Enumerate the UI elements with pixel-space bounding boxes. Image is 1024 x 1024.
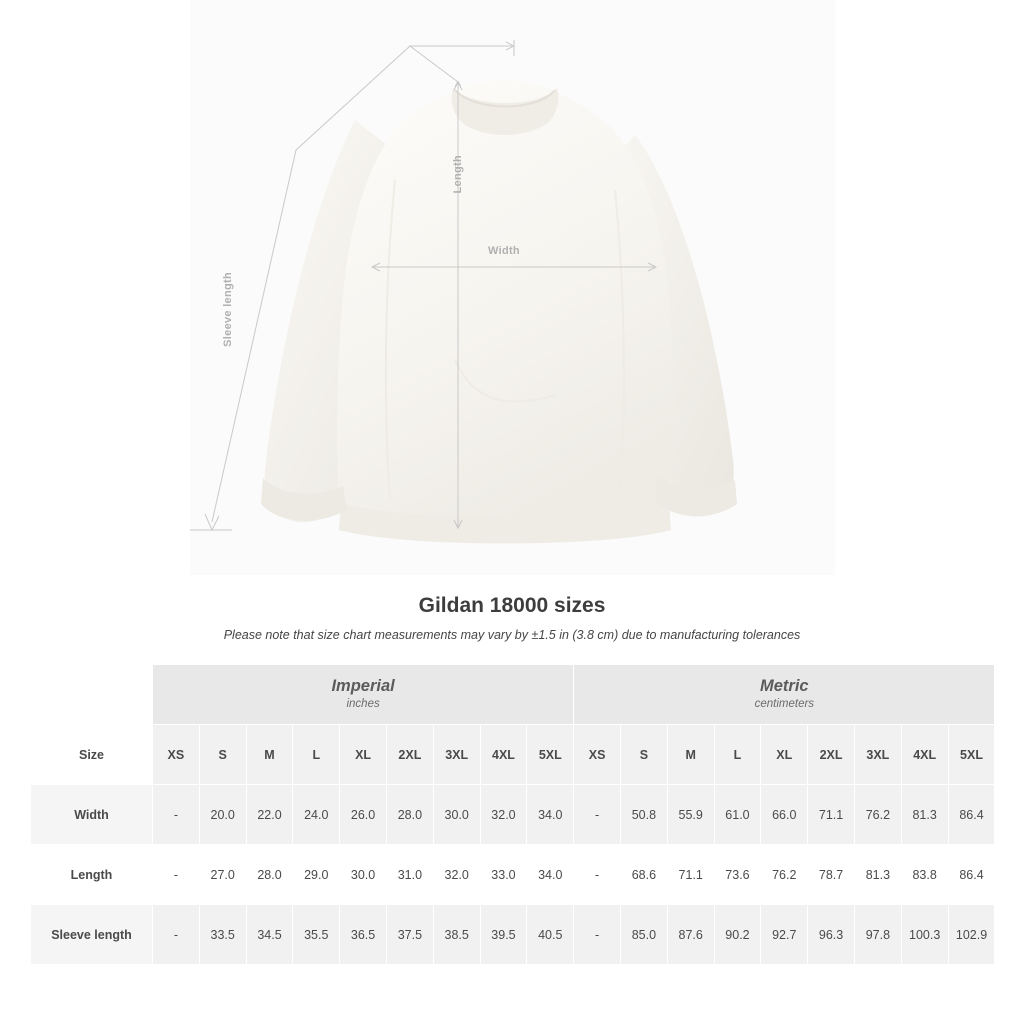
size-column-header: S (620, 725, 667, 785)
measurement-cell: - (574, 905, 621, 965)
size-column-header: 3XL (854, 725, 901, 785)
size-column-header: 3XL (433, 725, 480, 785)
measurement-cell: 22.0 (246, 785, 293, 845)
table-corner-cell (31, 665, 153, 725)
measurement-cell: 96.3 (808, 905, 855, 965)
measurement-cell: 83.8 (901, 845, 948, 905)
measurement-cell: 32.0 (433, 845, 480, 905)
size-column-header: 2XL (808, 725, 855, 785)
measurement-cell: 61.0 (714, 785, 761, 845)
size-column-header: XL (340, 725, 387, 785)
page-title: Gildan 18000 sizes (418, 594, 606, 617)
measurement-cell: 30.0 (433, 785, 480, 845)
measurement-cell: 76.2 (854, 785, 901, 845)
table-row (31, 845, 995, 905)
size-column-header: M (246, 725, 293, 785)
row-header-length: Length (31, 845, 153, 905)
measurement-cell: 81.3 (854, 845, 901, 905)
measurement-cell: 33.5 (199, 905, 246, 965)
measurement-cell: - (153, 845, 200, 905)
measurement-cell: 20.0 (199, 785, 246, 845)
measurement-cell: - (574, 785, 621, 845)
size-column-header: XL (761, 725, 808, 785)
measurement-cell: 71.1 (667, 845, 714, 905)
measurement-cell: 39.5 (480, 905, 527, 965)
unit-group-subtitle: centimeters (754, 698, 815, 711)
size-column-header: L (293, 725, 340, 785)
measurement-cell: 27.0 (199, 845, 246, 905)
size-column-header: 5XL (948, 725, 995, 785)
size-column-header: 5XL (527, 725, 574, 785)
measurement-cell: 26.0 (340, 785, 387, 845)
measurement-cell: - (574, 845, 621, 905)
size-column-header: S (199, 725, 246, 785)
measurement-cell: 38.5 (433, 905, 480, 965)
table-row (31, 905, 995, 965)
measurement-cell: 35.5 (293, 905, 340, 965)
table-row (31, 785, 995, 845)
measurement-cell: 28.0 (246, 845, 293, 905)
measurement-cell: 86.4 (948, 845, 995, 905)
measurement-cell: 100.3 (901, 905, 948, 965)
size-header-cell: Size (31, 725, 153, 785)
measurement-cell: 24.0 (293, 785, 340, 845)
size-column-header: L (714, 725, 761, 785)
measurement-cell: 32.0 (480, 785, 527, 845)
size-chart-table-wrap (30, 664, 994, 965)
measurement-cell: 102.9 (948, 905, 995, 965)
size-header-row (31, 725, 995, 785)
measurement-cell: 36.5 (340, 905, 387, 965)
measurement-cell: 37.5 (386, 905, 433, 965)
measurement-cell: 85.0 (620, 905, 667, 965)
measurement-cell: 55.9 (667, 785, 714, 845)
measurement-cell: 40.5 (527, 905, 574, 965)
measurement-cell: 90.2 (714, 905, 761, 965)
measurement-cell: 97.8 (854, 905, 901, 965)
unit-group-subtitle: inches (346, 698, 380, 711)
measurement-cell: 34.0 (527, 845, 574, 905)
measurement-cell: 86.4 (948, 785, 995, 845)
measurement-cell: 71.1 (808, 785, 855, 845)
measurement-cell: 81.3 (901, 785, 948, 845)
measurement-cell: 87.6 (667, 905, 714, 965)
size-column-header: 4XL (480, 725, 527, 785)
size-column-header: M (667, 725, 714, 785)
measurement-cell: 92.7 (761, 905, 808, 965)
measurement-cell: 66.0 (761, 785, 808, 845)
title-block (0, 594, 1024, 642)
measurement-cell: 78.7 (808, 845, 855, 905)
row-header-sleeve-length: Sleeve length (31, 905, 153, 965)
unit-header-row (31, 665, 995, 725)
unit-group-name: Imperial (331, 676, 395, 695)
measurement-cell: 28.0 (386, 785, 433, 845)
size-column-header: 2XL (386, 725, 433, 785)
measurement-cell: 31.0 (386, 845, 433, 905)
size-column-header: XS (574, 725, 621, 785)
measurement-cell: 29.0 (293, 845, 340, 905)
width-label: Width (488, 245, 520, 257)
unit-group-name: Metric (760, 676, 809, 695)
measurement-cell: 34.5 (246, 905, 293, 965)
size-chart-table (30, 664, 995, 965)
unit-group-header-imperial (153, 665, 574, 725)
measurement-cell: 33.0 (480, 845, 527, 905)
measurement-cell: 30.0 (340, 845, 387, 905)
measurement-cell: 68.6 (620, 845, 667, 905)
unit-group-header-metric (574, 665, 995, 725)
length-label: Length (452, 155, 464, 194)
measurement-cell: - (153, 785, 200, 845)
sleeve-length-label: Sleeve length (222, 272, 234, 347)
measurement-cell: 76.2 (761, 845, 808, 905)
measurement-cell: 50.8 (620, 785, 667, 845)
measurement-cell: 73.6 (714, 845, 761, 905)
size-column-header: 4XL (901, 725, 948, 785)
size-column-header: XS (153, 725, 200, 785)
measurement-cell: - (153, 905, 200, 965)
tolerance-note: Please note that size chart measurements may vary by ±1.5 in (3.8 cm) due to manufacturing tolerances (223, 628, 801, 642)
measurement-cell: 34.0 (527, 785, 574, 845)
row-header-width: Width (31, 785, 153, 845)
